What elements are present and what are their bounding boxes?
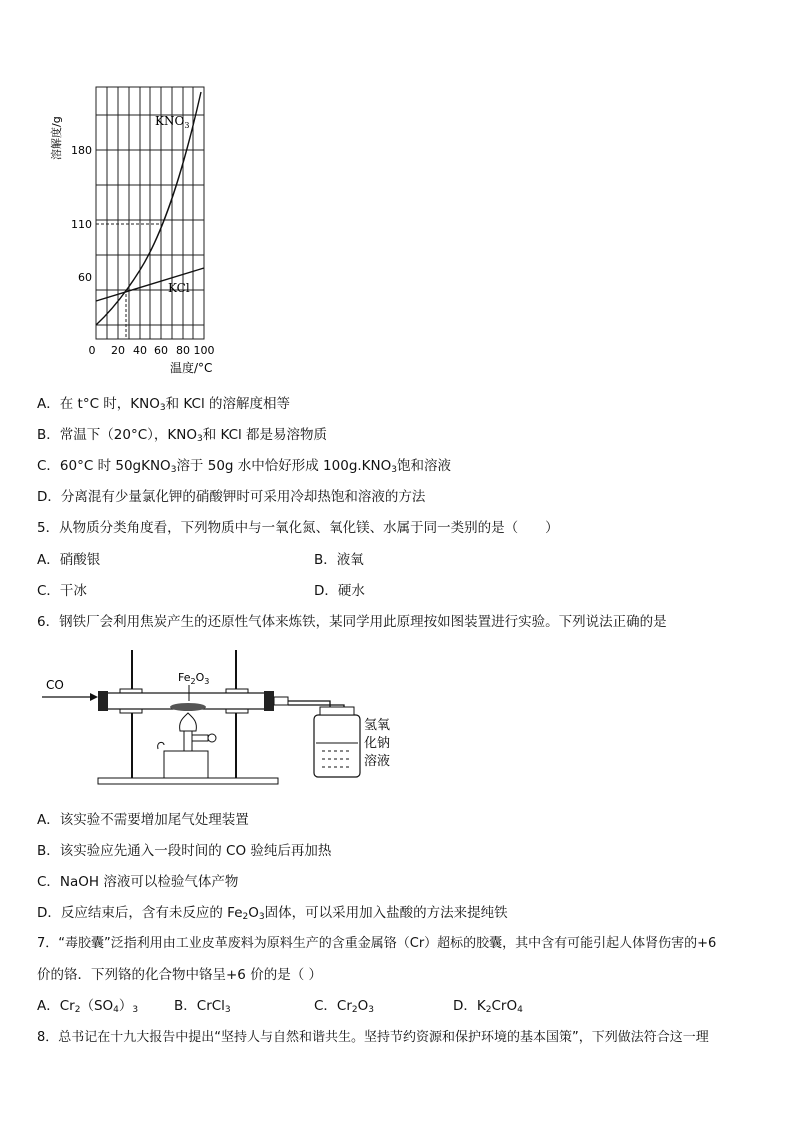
naoh-label-2: 化钠	[364, 736, 391, 751]
naoh-label-3: 溶液	[364, 754, 391, 769]
y-tick-60: 60	[78, 271, 92, 284]
x-tick-0: 0	[88, 344, 96, 357]
q5-option-a: A．硝酸银	[37, 552, 101, 568]
solubility-chart	[40, 80, 240, 380]
q5-option-b: B．液氧	[314, 552, 364, 568]
q5-option-c: C．干冰	[37, 583, 87, 599]
q6-stem: 6．钢铁厂会利用焦炭产生的还原性气体来炼铁，某同学用此原理按如图装置进行实验。下列说法正确的是	[37, 614, 667, 630]
q7-option-b: B．CrCl$_3$	[174, 998, 231, 1015]
x-tick-40: 40	[133, 344, 147, 357]
y-axis-label: 溶解度/g	[50, 116, 63, 160]
burner-tube	[184, 731, 192, 751]
naoh-bottle	[314, 715, 360, 777]
co-reduction-apparatus	[40, 645, 400, 795]
x-tick-80: 80	[176, 344, 190, 357]
x-axis-label: 温度/°C	[170, 361, 213, 375]
kcl-label: KCl	[168, 281, 190, 295]
base-plate	[98, 778, 278, 784]
q6-option-d: D．反应结束后，含有未反应的 $Fe_2O_3$固体，可以采用加入盐酸的方法来提纯铁	[37, 905, 508, 922]
fe2o3-powder	[170, 703, 206, 711]
q5-option-d: D．硬水	[314, 583, 365, 599]
fe2o3-label: $Fe_2O_3$	[178, 671, 210, 686]
q7-option-d: D．$K_2CrO_4$	[453, 998, 523, 1015]
q6-option-a: A．该实验不需要增加尾气处理装置	[37, 812, 249, 828]
flame	[180, 713, 197, 731]
y-tick-110: 110	[71, 218, 92, 231]
naoh-label-1: 氢氧	[364, 718, 391, 733]
q4-option-a: A．在 t°C 时，$KNO_3$和 KCl 的溶解度相等	[37, 396, 290, 413]
kno3-label: $KNO_3$	[155, 114, 190, 130]
q6-option-b: B．该实验应先通入一段时间的 CO 验纯后再加热	[37, 843, 332, 859]
y-tick-180: 180	[71, 144, 92, 157]
co-label: CO	[46, 678, 64, 692]
q7-option-c: C．$Cr_2O_3$	[314, 998, 375, 1015]
q4-option-b: B．常温下（20°C），$KNO_3$和 KCl 都是易溶物质	[37, 427, 328, 444]
x-tick-100: 100	[193, 344, 215, 357]
burner-base	[164, 751, 208, 778]
x-tick-20: 20	[111, 344, 125, 357]
q6-option-c: C．NaOH 溶液可以检验气体产物	[37, 874, 239, 890]
q4-option-d: D．分离混有少量氯化钾的硝酸钾时可采用冷却热饱和溶液的方法	[37, 489, 426, 505]
q7-stem-2: 价的铬．下列铬的化合物中铬呈+6 价的是（ ）	[37, 967, 322, 983]
q7-stem-1: 7．“毒胶囊”泛指利用由工业皮革废料为原料生产的含重金属铬（Cr）超标的胶囊，其中含有可能引起人体肾伤害的+6	[37, 936, 717, 951]
q8-stem: 8．总书记在十九大报告中提出“坚持人与自然和谐共生。坚持节约资源和保护环境的基本国策”，下列做法符合这一理	[37, 1030, 709, 1045]
q5-stem: 5．从物质分类角度看，下列物质中与一氧化氮、氧化镁、水属于同一类别的是（ ）	[37, 520, 559, 536]
q7-option-a: A．$Cr_2(SO_4)_3$	[37, 998, 139, 1015]
x-tick-60: 60	[154, 344, 168, 357]
q4-option-c: C．60°C 时 50gKNO$_3$溶于 50g 水中恰好形成 $100g.KNO_3$饱和溶液	[37, 458, 451, 475]
